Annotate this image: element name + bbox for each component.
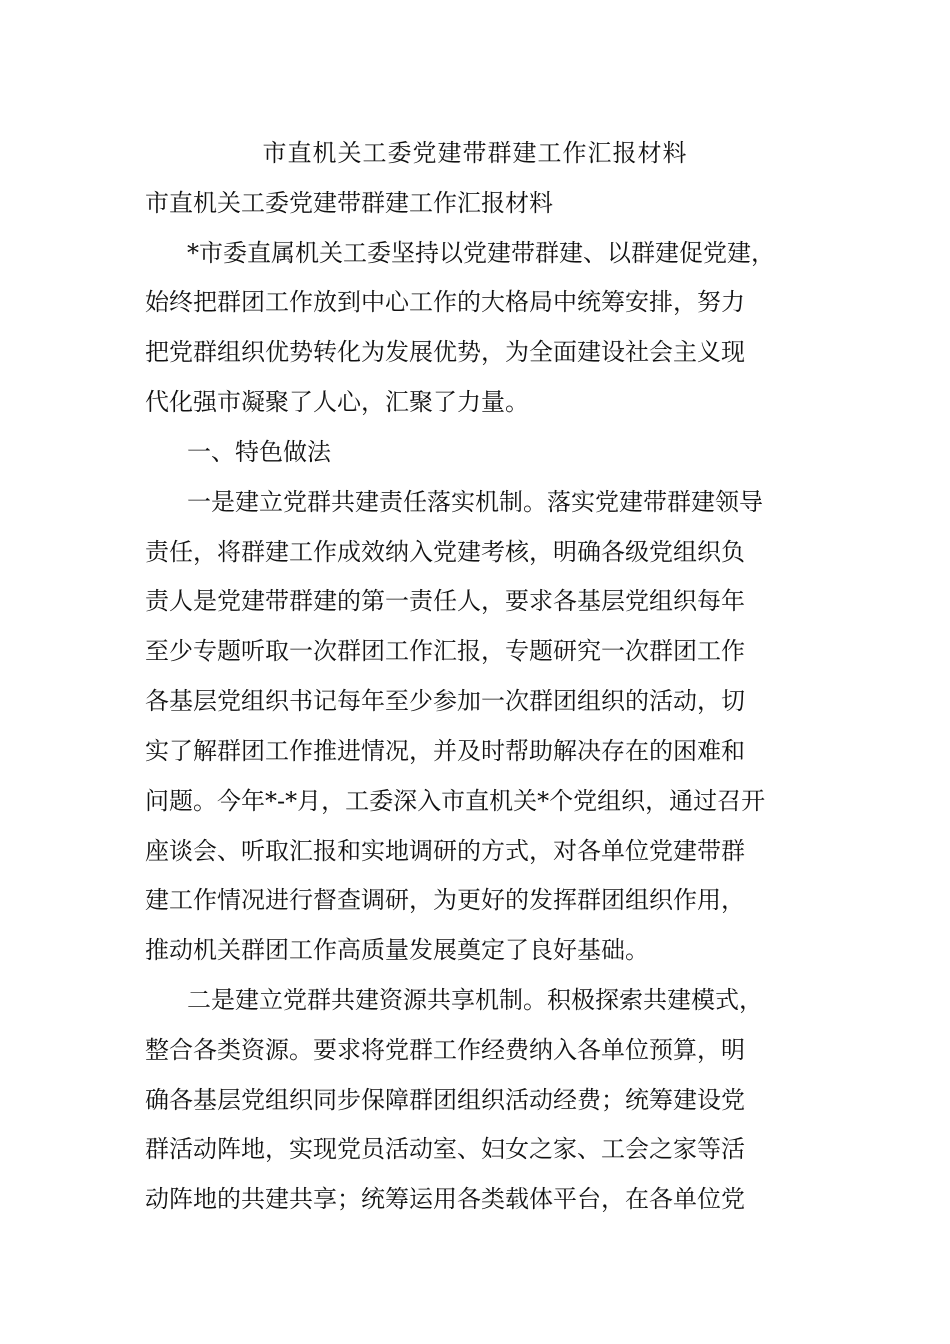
paragraph-line: 实了解群团工作推进情况，并及时帮助解决存在的困难和 [145, 737, 745, 765]
paragraph-line: 始终把群团工作放到中心工作的大格局中统筹安排，努力 [145, 288, 745, 316]
paragraph-line: 座谈会、听取汇报和实地调研的方式，对各单位党建带群 [145, 837, 745, 865]
paragraph-line: 至少专题听取一次群团工作汇报，专题研究一次群团工作 [145, 637, 745, 665]
paragraph-line: 确各基层党组织同步保障群团组织活动经费；统筹建设党 [145, 1086, 745, 1114]
paragraph-line: 代化强市凝聚了人心，汇聚了力量。 [145, 388, 529, 416]
paragraph-line: 动阵地的共建共享；统筹运用各类载体平台，在各单位党 [145, 1185, 745, 1213]
paragraph-line: 整合各类资源。要求将党群工作经费纳入各单位预算，明 [145, 1036, 745, 1064]
paragraph-line: 推动机关群团工作高质量发展奠定了良好基础。 [145, 936, 649, 964]
paragraph-line: 把党群组织优势转化为发展优势，为全面建设社会主义现 [145, 338, 745, 366]
section-heading: 一、特色做法 [187, 438, 331, 466]
paragraph-line: 二是建立党群共建资源共享机制。积极探索共建模式， [187, 986, 763, 1014]
paragraph-line: 一是建立党群共建责任落实机制。落实党建带群建领导 [187, 488, 763, 516]
paragraph-line: 各基层党组织书记每年至少参加一次群团组织的活动，切 [145, 687, 745, 715]
document-title: 市直机关工委党建带群建工作汇报材料 [262, 139, 688, 167]
document-subtitle: 市直机关工委党建带群建工作汇报材料 [145, 189, 553, 217]
paragraph-line: 问题。今年*-*月，工委深入市直机关*个党组织，通过召开 [145, 787, 766, 815]
paragraph-line: 群活动阵地，实现党员活动室、妇女之家、工会之家等活 [145, 1135, 745, 1163]
paragraph-line: 建工作情况进行督查调研，为更好的发挥群团组织作用， [145, 886, 745, 914]
paragraph-line: *市委直属机关工委坚持以党建带群建、以群建促党建， [187, 239, 775, 267]
paragraph-line: 责人是党建带群建的第一责任人，要求各基层党组织每年 [145, 587, 745, 615]
paragraph-line: 责任，将群建工作成效纳入党建考核，明确各级党组织负 [145, 538, 745, 566]
